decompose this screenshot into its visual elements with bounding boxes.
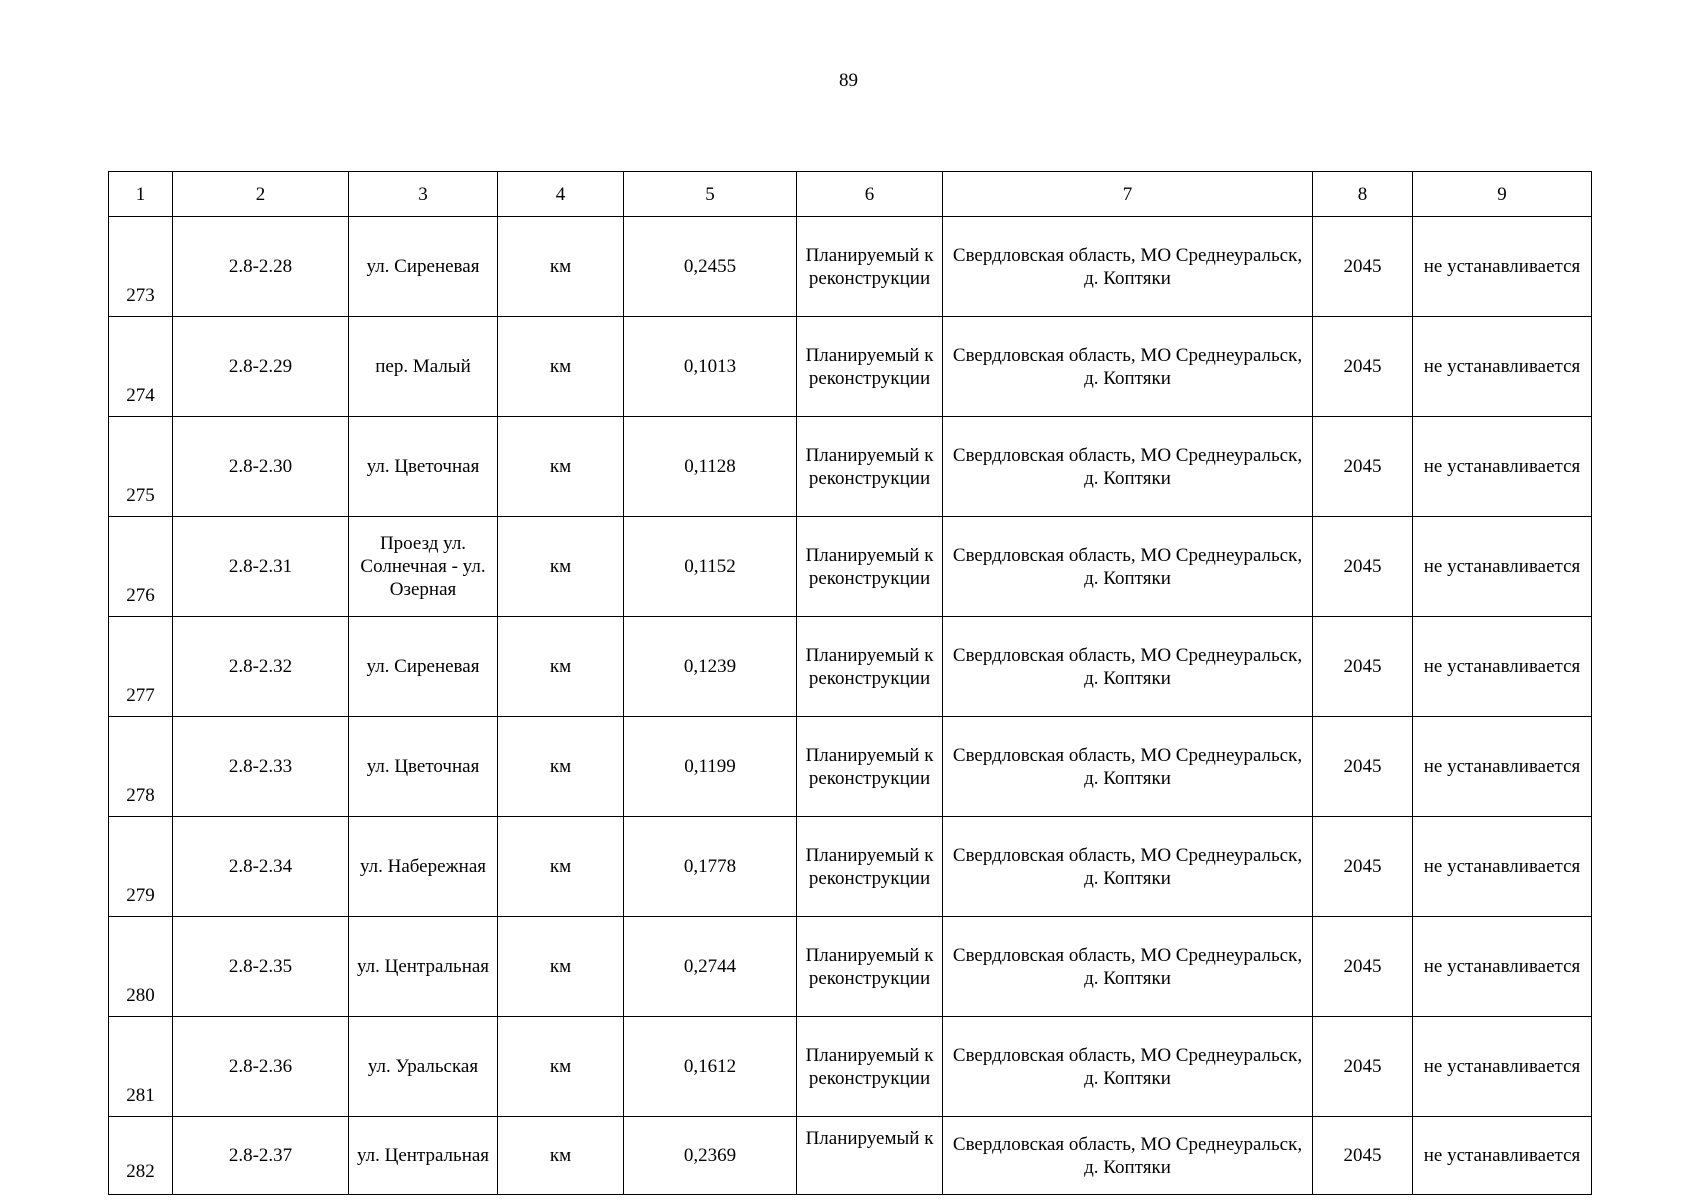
year: 2045 bbox=[1313, 717, 1413, 817]
column-header: 9 bbox=[1413, 172, 1592, 217]
stage: Планируемый к реконструкции bbox=[797, 917, 943, 1017]
object-code: 2.8-2.29 bbox=[173, 317, 349, 417]
length-value: 0,1128 bbox=[624, 417, 797, 517]
status: не устанавливается bbox=[1413, 417, 1592, 517]
length-value: 0,1612 bbox=[624, 1017, 797, 1117]
unit: км bbox=[498, 217, 624, 317]
stage: Планируемый к реконструкции bbox=[797, 1017, 943, 1117]
status: не устанавливается bbox=[1413, 617, 1592, 717]
status: не устанавливается bbox=[1413, 517, 1592, 617]
year: 2045 bbox=[1313, 817, 1413, 917]
location: Свердловская область, МО Среднеуральск, д. Коптяки bbox=[943, 817, 1313, 917]
length-value: 0,2744 bbox=[624, 917, 797, 1017]
location: Свердловская область, МО Среднеуральск, д. Коптяки bbox=[943, 517, 1313, 617]
data-table bbox=[108, 171, 1592, 1195]
row-number: 278 bbox=[109, 717, 173, 817]
status: не устанавливается bbox=[1413, 1117, 1592, 1195]
unit: км bbox=[498, 1117, 624, 1195]
column-header: 6 bbox=[797, 172, 943, 217]
table-header-row bbox=[109, 172, 1592, 217]
column-header: 5 bbox=[624, 172, 797, 217]
location: Свердловская область, МО Среднеуральск, д. Коптяки bbox=[943, 217, 1313, 317]
location: Свердловская область, МО Среднеуральск, д. Коптяки bbox=[943, 417, 1313, 517]
table-row bbox=[109, 1017, 1592, 1117]
table-row bbox=[109, 917, 1592, 1017]
page-number: 89 bbox=[839, 70, 858, 91]
stage: Планируемый к реконструкции bbox=[797, 517, 943, 617]
column-header: 7 bbox=[943, 172, 1313, 217]
table-row bbox=[109, 1117, 1592, 1195]
column-header: 2 bbox=[173, 172, 349, 217]
length-value: 0,2455 bbox=[624, 217, 797, 317]
length-value: 0,1013 bbox=[624, 317, 797, 417]
object-code: 2.8-2.30 bbox=[173, 417, 349, 517]
length-value: 0,1778 bbox=[624, 817, 797, 917]
object-name: ул. Цветочная bbox=[349, 717, 498, 817]
object-name: ул. Сиреневая bbox=[349, 217, 498, 317]
object-code: 2.8-2.36 bbox=[173, 1017, 349, 1117]
unit: км bbox=[498, 617, 624, 717]
length-value: 0,1199 bbox=[624, 717, 797, 817]
location: Свердловская область, МО Среднеуральск, д. Коптяки bbox=[943, 317, 1313, 417]
location: Свердловская область, МО Среднеуральск, д. Коптяки bbox=[943, 717, 1313, 817]
year: 2045 bbox=[1313, 917, 1413, 1017]
column-header: 4 bbox=[498, 172, 624, 217]
status: не устанавливается bbox=[1413, 217, 1592, 317]
column-header: 3 bbox=[349, 172, 498, 217]
table-row bbox=[109, 417, 1592, 517]
stage: Планируемый к реконструкции bbox=[797, 217, 943, 317]
location: Свердловская область, МО Среднеуральск, д. Коптяки bbox=[943, 1117, 1313, 1195]
row-number: 277 bbox=[109, 617, 173, 717]
table-row bbox=[109, 817, 1592, 917]
unit: км bbox=[498, 317, 624, 417]
object-name: ул. Уральская bbox=[349, 1017, 498, 1117]
object-name: ул. Сиреневая bbox=[349, 617, 498, 717]
table-row bbox=[109, 517, 1592, 617]
year: 2045 bbox=[1313, 1117, 1413, 1195]
object-code: 2.8-2.34 bbox=[173, 817, 349, 917]
object-code: 2.8-2.33 bbox=[173, 717, 349, 817]
table-row bbox=[109, 617, 1592, 717]
object-code: 2.8-2.31 bbox=[173, 517, 349, 617]
row-number: 279 bbox=[109, 817, 173, 917]
row-number: 273 bbox=[109, 217, 173, 317]
stage: Планируемый к реконструкции bbox=[797, 717, 943, 817]
row-number: 281 bbox=[109, 1017, 173, 1117]
location: Свердловская область, МО Среднеуральск, д. Коптяки bbox=[943, 617, 1313, 717]
unit: км bbox=[498, 817, 624, 917]
location: Свердловская область, МО Среднеуральск, д. Коптяки bbox=[943, 1017, 1313, 1117]
length-value: 0,1239 bbox=[624, 617, 797, 717]
unit: км bbox=[498, 417, 624, 517]
length-value: 0,2369 bbox=[624, 1117, 797, 1195]
table-row bbox=[109, 217, 1592, 317]
stage: Планируемый к реконструкции bbox=[797, 617, 943, 717]
object-code: 2.8-2.28 bbox=[173, 217, 349, 317]
status: не устанавливается bbox=[1413, 317, 1592, 417]
unit: км bbox=[498, 1017, 624, 1117]
row-number: 274 bbox=[109, 317, 173, 417]
object-name: ул. Набережная bbox=[349, 817, 498, 917]
stage: Планируемый к реконструкции bbox=[797, 417, 943, 517]
object-name: ул. Центральная bbox=[349, 917, 498, 1017]
object-code: 2.8-2.37 bbox=[173, 1117, 349, 1195]
unit: км bbox=[498, 717, 624, 817]
year: 2045 bbox=[1313, 1017, 1413, 1117]
year: 2045 bbox=[1313, 617, 1413, 717]
object-name: ул. Цветочная bbox=[349, 417, 498, 517]
status: не устанавливается bbox=[1413, 917, 1592, 1017]
object-name: Проезд ул. Солнечная - ул. Озерная bbox=[349, 517, 498, 617]
stage: Планируемый к реконструкции bbox=[797, 317, 943, 417]
status: не устанавливается bbox=[1413, 817, 1592, 917]
stage: Планируемый к bbox=[797, 1117, 943, 1195]
object-code: 2.8-2.32 bbox=[173, 617, 349, 717]
status: не устанавливается bbox=[1413, 717, 1592, 817]
object-code: 2.8-2.35 bbox=[173, 917, 349, 1017]
row-number: 282 bbox=[109, 1117, 173, 1195]
year: 2045 bbox=[1313, 217, 1413, 317]
status: не устанавливается bbox=[1413, 1017, 1592, 1117]
row-number: 275 bbox=[109, 417, 173, 517]
table-row bbox=[109, 317, 1592, 417]
row-number: 280 bbox=[109, 917, 173, 1017]
object-name: ул. Центральная bbox=[349, 1117, 498, 1195]
row-number: 276 bbox=[109, 517, 173, 617]
year: 2045 bbox=[1313, 417, 1413, 517]
stage: Планируемый к реконструкции bbox=[797, 817, 943, 917]
column-header: 8 bbox=[1313, 172, 1413, 217]
location: Свердловская область, МО Среднеуральск, д. Коптяки bbox=[943, 917, 1313, 1017]
year: 2045 bbox=[1313, 517, 1413, 617]
year: 2045 bbox=[1313, 317, 1413, 417]
object-name: пер. Малый bbox=[349, 317, 498, 417]
length-value: 0,1152 bbox=[624, 517, 797, 617]
unit: км bbox=[498, 917, 624, 1017]
column-header: 1 bbox=[109, 172, 173, 217]
unit: км bbox=[498, 517, 624, 617]
table-row bbox=[109, 717, 1592, 817]
